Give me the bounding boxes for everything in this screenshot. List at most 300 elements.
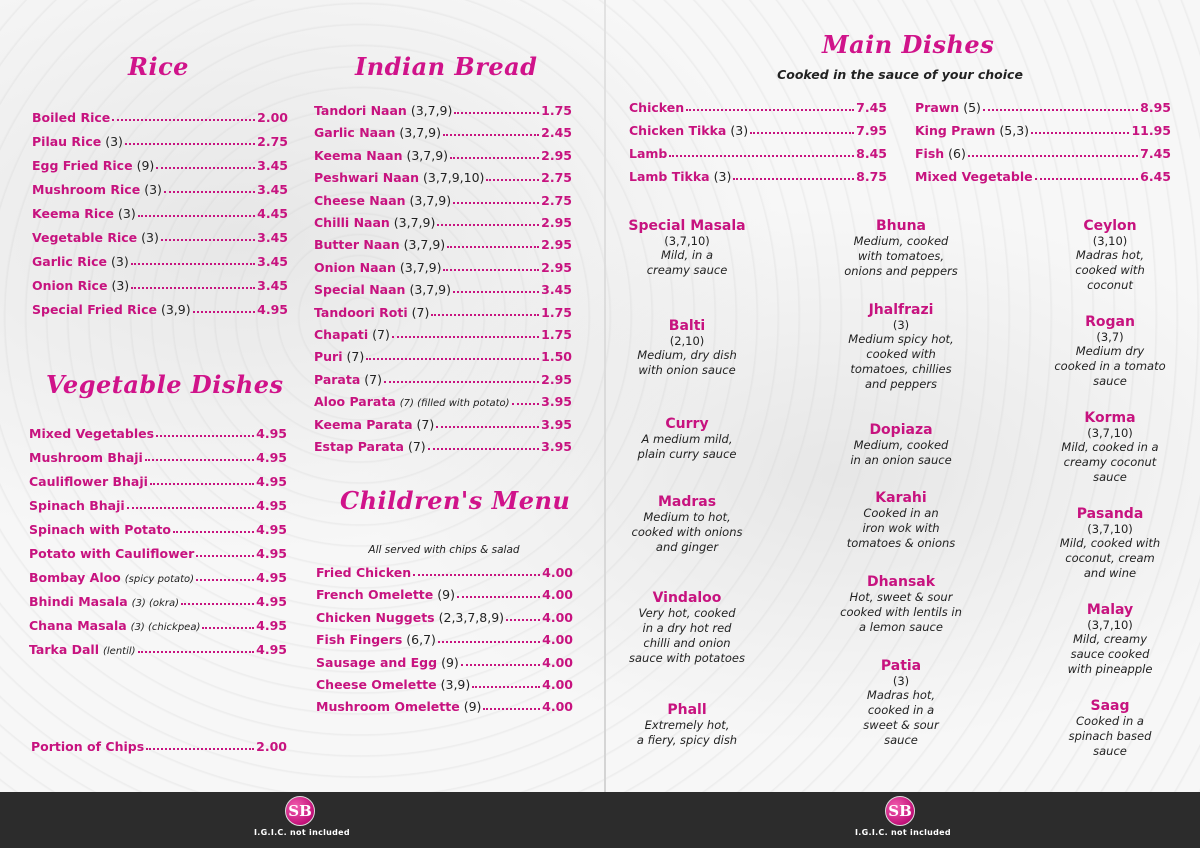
sauce-description: Mild, cooked with coconut, cream and wine (1059, 536, 1161, 580)
menu-item-name: Spinach with Potato (29, 522, 172, 537)
footer-note: I.G.I.C. not included (855, 828, 951, 837)
menu-item-name: Chicken Nuggets (316, 609, 435, 625)
vegetable-title: Vegetable Dishes (46, 370, 284, 399)
menu-item-note: (7) (407, 439, 426, 454)
menu-item-name: Mushroom Omelette (316, 699, 460, 715)
sauce-codes: (3,7) (1096, 330, 1124, 344)
menu-item-name: Puri (314, 349, 343, 365)
menu-item-name: Onion Rice (32, 278, 108, 293)
menu-item-name: Fish Fingers (316, 632, 403, 648)
menu-item-note: (3) (chickpea) (130, 622, 201, 633)
menu-item-name: Lamb (629, 146, 668, 161)
menu-item-name: Lamb Tikka (629, 169, 710, 184)
sauce-option (826, 422, 976, 468)
sb-logo-icon: SB (885, 796, 915, 826)
menu-item-name: Potato with Cauliflower (29, 546, 195, 561)
sauce-description: Medium, cooked with tomatoes, onions and peppers (844, 234, 958, 278)
menu-item-row (32, 251, 288, 269)
menu-item-price: 4.95 (256, 546, 287, 561)
sauce-name: Vindaloo (652, 590, 722, 606)
menu-item-price: 4.95 (256, 426, 287, 441)
sauce-codes: (2,10) (669, 334, 705, 348)
sauce-option (826, 218, 976, 279)
sauce-description: Madras hot, cooked in a sweet & sour sauce (863, 688, 939, 747)
sauce-description: Medium to hot, cooked with onions and ginger (631, 510, 743, 554)
sauce-name: Balti (668, 318, 706, 334)
menu-item-price: 2.95 (541, 371, 572, 387)
sauce-codes: (3,7,10) (1087, 618, 1133, 632)
menu-item-note: (5) (963, 100, 981, 115)
leader-dots (125, 143, 255, 145)
menu-item-price: 1.75 (541, 327, 572, 342)
leader-dots (733, 178, 854, 180)
leader-dots (983, 109, 1138, 111)
leader-dots (193, 311, 256, 313)
menu-item-note: (7) (416, 416, 435, 432)
menu-item-note: (3) (okra) (131, 598, 179, 609)
menu-item-price: 3.45 (257, 254, 288, 269)
sauce-option (826, 574, 976, 635)
menu-item-name: Butter Naan (314, 237, 400, 253)
sauce-name: Patia (880, 658, 922, 674)
menu-item-price: 2.95 (541, 237, 572, 253)
sauce-name: Rogan (1085, 314, 1135, 330)
sauce-description: Medium spicy hot, cooked with tomatoes, chillies and peppers (848, 332, 954, 391)
main-subtitle: Cooked in the sauce of your choice (777, 67, 1023, 82)
menu-item-name: Cauliflower Bhaji (29, 474, 148, 489)
menu-item-price: 3.45 (257, 230, 288, 245)
sauce-option (826, 302, 976, 392)
sauce-option (612, 702, 762, 748)
menu-item-price: 2.95 (541, 215, 572, 230)
sauce-codes: (3,10) (1092, 234, 1128, 248)
leader-dots (669, 155, 854, 157)
menu-item-name: Chicken (629, 100, 685, 115)
menu-item-price: 4.00 (542, 677, 573, 692)
leader-dots (486, 179, 539, 181)
menu-item-price: 4.00 (542, 654, 573, 670)
sauce-option (1035, 602, 1185, 677)
menu-item-price: 4.95 (256, 498, 287, 513)
menu-item-row (629, 143, 887, 161)
menu-item-note: (3,7,9) (403, 237, 446, 253)
leader-dots (450, 157, 539, 159)
menu-item-row (29, 495, 287, 513)
menu-item-note: (7) (filled with potato) (399, 398, 510, 410)
menu-item-row (314, 234, 572, 252)
menu-item-price: 6.45 (1140, 169, 1171, 184)
leader-dots (483, 708, 540, 710)
menu-item-row (32, 275, 288, 293)
menu-item-note: (7) (411, 304, 430, 320)
menu-item-price: 2.95 (541, 147, 572, 163)
leader-dots (750, 132, 854, 134)
menu-item-row (29, 567, 287, 585)
menu-item-row (314, 369, 572, 387)
menu-item-name: Fish (915, 146, 945, 161)
menu-item-price: 4.00 (542, 565, 573, 580)
sauce-description: Medium, cooked in an onion sauce (850, 438, 952, 467)
menu-item-note: (lentil) (103, 646, 136, 657)
menu-item-name: Bombay Aloo (29, 570, 121, 585)
menu-item-note: (3,7,9) (393, 215, 436, 230)
menu-item-note: (3,7,9) (399, 125, 441, 141)
leader-dots (443, 134, 539, 136)
menu-item-row (29, 447, 287, 465)
menu-item-row (314, 436, 572, 454)
children-subtitle: All served with chips & salad (368, 544, 520, 556)
menu-item-row (32, 203, 288, 221)
menu-item-price: 4.95 (256, 570, 287, 585)
leader-dots (512, 403, 540, 405)
menu-item-note: (3) (111, 278, 130, 293)
leader-dots (454, 112, 539, 114)
leader-dots (156, 435, 254, 437)
menu-item-note: (2,3,7,8,9) (438, 609, 505, 625)
menu-item-row (314, 145, 572, 163)
menu-item-name: Special Fried Rice (32, 302, 157, 317)
menu-item-row (314, 190, 572, 208)
bread-title: Indian Bread (355, 52, 538, 81)
menu-item-row (32, 299, 288, 317)
menu-item-note: (7) (346, 349, 365, 365)
menu-item-note: (9) (441, 654, 459, 670)
menu-item-row (314, 302, 572, 320)
menu-item-row (314, 167, 572, 185)
menu-item-row (29, 591, 287, 609)
sauce-option (1035, 218, 1185, 293)
menu-item-name: Peshwari Naan (314, 170, 419, 186)
menu-item-row (316, 629, 573, 647)
leader-dots (131, 287, 255, 289)
leader-dots (392, 336, 539, 338)
leader-dots (202, 627, 254, 629)
sauce-codes: (3) (892, 674, 910, 688)
menu-item-price: 4.00 (542, 587, 573, 603)
sauce-option (1035, 506, 1185, 581)
sauce-option (612, 416, 762, 462)
sauce-codes: (3) (892, 318, 910, 332)
menu-item-price: 4.95 (256, 450, 287, 465)
menu-item-note: (9) (437, 587, 455, 603)
menu-item-price: 4.95 (256, 642, 287, 657)
menu-item-note: (6,7) (406, 632, 436, 648)
sauce-name: Jhalfrazi (868, 302, 934, 318)
menu-item-name: Fried Chicken (316, 565, 412, 580)
menu-item-row (314, 100, 572, 118)
menu-item-price: 2.00 (257, 110, 288, 125)
sauce-description: Cooked in a spinach based sauce (1068, 714, 1152, 758)
leader-dots (127, 507, 254, 509)
menu-item-row (32, 179, 288, 197)
menu-item-row (314, 212, 572, 230)
menu-item-price: 11.95 (1131, 123, 1171, 138)
menu-item-price: 3.45 (541, 282, 572, 298)
sauce-name: Madras (657, 494, 717, 510)
menu-item-row (29, 471, 287, 489)
menu-item-name: Chapati (314, 327, 369, 342)
menu-item-name: Chilli Naan (314, 215, 390, 230)
menu-item-note: (5,3) (999, 123, 1030, 138)
menu-item-price: 4.95 (256, 594, 287, 609)
menu-item-note: (3) (118, 206, 136, 221)
sauce-option (826, 490, 976, 551)
leader-dots (1035, 178, 1139, 180)
menu-item-note: (3) (730, 123, 749, 138)
leader-dots (453, 202, 539, 204)
menu-item-name: Bhindi Masala (29, 594, 128, 609)
menu-item-name: Tandori Naan (314, 103, 407, 118)
leader-dots (196, 555, 254, 557)
menu-item-name: Keema Parata (314, 416, 413, 432)
menu-item-row (29, 639, 287, 657)
menu-item-note: (7) (364, 371, 382, 387)
menu-item-price: 7.45 (856, 100, 887, 115)
leader-dots (472, 686, 540, 688)
sb-logo-icon: SB (285, 796, 315, 826)
menu-item-row (629, 97, 887, 115)
leader-dots (138, 651, 255, 653)
menu-item-price: 1.75 (541, 103, 572, 118)
leader-dots (150, 483, 254, 485)
menu-item-price: 1.75 (541, 304, 572, 320)
menu-item-name: Boiled Rice (32, 110, 111, 125)
menu-item-note: (3) (144, 182, 162, 197)
menu-item-name: Egg Fried Rice (32, 158, 133, 173)
menu-item-price: 3.95 (541, 394, 572, 410)
sauce-name: Ceylon (1083, 218, 1137, 234)
sauce-name: Pasanda (1076, 506, 1144, 522)
sauce-name: Saag (1090, 698, 1130, 714)
menu-item-row (316, 652, 573, 670)
menu-item-row (915, 166, 1171, 184)
sauce-name: Dhansak (866, 574, 936, 590)
sauce-name: Bhuna (875, 218, 927, 234)
menu-item-name: Parata (314, 371, 361, 387)
leader-dots (173, 531, 254, 533)
leader-dots (366, 358, 539, 360)
menu-item-name: Garlic Naan (314, 125, 396, 141)
menu-item-row (314, 346, 572, 364)
leader-dots (146, 748, 254, 750)
menu-item-name: Spinach Bhaji (29, 498, 125, 513)
children-title: Children's Menu (340, 486, 571, 515)
sauce-option (1035, 314, 1185, 389)
leader-dots (428, 448, 539, 450)
menu-item-note: (3) (141, 230, 159, 245)
menu-item-note: (3,7,9) (409, 192, 452, 208)
footer-bar (0, 792, 1200, 848)
leader-dots (161, 239, 255, 241)
menu-item-name: French Omelette (316, 587, 434, 603)
menu-item-row (29, 543, 287, 561)
leader-dots (436, 426, 539, 428)
leader-dots (164, 191, 255, 193)
menu-item-price: 7.45 (1140, 146, 1171, 161)
leader-dots (1031, 132, 1129, 134)
menu-item-note: (3) (713, 169, 732, 184)
menu-item-price: 4.00 (542, 632, 573, 648)
sauce-option (826, 658, 976, 748)
menu-item-price: 2.75 (541, 170, 572, 186)
main-title: Main Dishes (822, 30, 995, 59)
menu-item-name: Tandoori Roti (314, 304, 408, 320)
menu-item-name: Mushroom Rice (32, 182, 141, 197)
leader-dots (438, 641, 540, 643)
sauce-name: Malay (1086, 602, 1134, 618)
menu-item-name: Aloo Parata (314, 394, 396, 410)
menu-item-price: 8.45 (856, 146, 887, 161)
sauce-option (612, 494, 762, 555)
menu-item-price: 2.75 (541, 192, 572, 208)
menu-item-note: (3,9) (440, 677, 471, 692)
menu-item-row (316, 696, 573, 714)
sauce-description: Medium dry cooked in a tomato sauce (1054, 344, 1166, 388)
menu-item-row (32, 155, 288, 173)
menu-item-row (314, 257, 572, 275)
menu-item-price: 8.95 (1140, 100, 1171, 115)
menu-item-note: (3,7,9) (399, 259, 442, 275)
sauce-name: Korma (1084, 410, 1136, 426)
menu-item-price: 4.95 (256, 618, 287, 633)
sauce-name: Karahi (875, 490, 927, 506)
menu-item-name: Prawn (915, 100, 960, 115)
menu-item-price: 3.45 (257, 158, 288, 173)
sauce-description: Very hot, cooked in a dry hot red chilli and onion sauce with potatoes (629, 606, 745, 665)
menu-item-name: Pilau Rice (32, 134, 102, 149)
menu-item-price: 4.45 (257, 206, 288, 221)
menu-item-price: 2.45 (541, 125, 572, 141)
leader-dots (461, 664, 540, 666)
menu-item-row (316, 562, 573, 580)
menu-item-note: (3,7,9,10) (423, 170, 485, 186)
menu-item-name: Cheese Naan (314, 192, 406, 208)
menu-item-price: 4.95 (256, 474, 287, 489)
menu-item-note: (6) (948, 146, 966, 161)
footer-note: I.G.I.C. not included (254, 828, 350, 837)
menu-item-price: 7.95 (856, 123, 887, 138)
menu-item-name: Vegetable Rice (32, 230, 138, 245)
menu-item-row (314, 414, 572, 432)
leader-dots (413, 574, 540, 576)
menu-item-name: Sausage and Egg (316, 654, 438, 670)
sauce-description: Madras hot, cooked with coconut (1075, 248, 1145, 292)
menu-item-row (314, 122, 572, 140)
sauce-option (1035, 698, 1185, 759)
menu-item-name: Chicken Tikka (629, 123, 727, 138)
menu-item-row (29, 519, 287, 537)
menu-item-row (314, 391, 572, 409)
menu-item-name: Keema Naan (314, 147, 403, 163)
menu-item-name: Mixed Vegetable (915, 169, 1033, 184)
menu-item-row (314, 279, 572, 297)
leader-dots (145, 459, 254, 461)
menu-item-row (629, 120, 887, 138)
sauce-description: Hot, sweet & sour cooked with lentils in a lemon sauce (840, 590, 962, 634)
menu-item-row (915, 143, 1171, 161)
sauce-name: Dopiaza (869, 422, 933, 438)
menu-item-note: (spicy potato) (124, 574, 195, 585)
sauce-codes: (3,7,10) (664, 234, 710, 248)
leader-dots (506, 619, 540, 621)
menu-item-row (314, 324, 572, 342)
menu-item-name: Chana Masala (29, 618, 127, 633)
sauce-option (612, 218, 762, 278)
menu-item-row (29, 423, 287, 441)
menu-item-price: 3.45 (257, 278, 288, 293)
menu-item-name: King Prawn (915, 123, 996, 138)
menu-item-note: (3,9) (160, 302, 191, 317)
menu-item-price: 4.00 (542, 699, 573, 715)
menu-item-note: (3) (111, 254, 129, 269)
menu-item-note: (3,7,9) (406, 147, 449, 163)
leader-dots (686, 109, 854, 111)
menu-item-price: 8.75 (856, 169, 887, 184)
menu-item-row (915, 97, 1171, 115)
sauce-name: Phall (667, 702, 707, 718)
leader-dots (437, 224, 539, 226)
sauce-description: Medium, dry dish with onion sauce (637, 348, 737, 377)
sauce-description: A medium mild, plain curry sauce (637, 432, 737, 461)
menu-item-note: (7) (372, 327, 390, 342)
sauce-codes: (3,7,10) (1087, 426, 1133, 440)
menu-item-note: (3,7,9) (410, 103, 453, 118)
menu-item-price: 4.95 (256, 522, 287, 537)
sauce-description: Extremely hot, a fiery, spicy dish (636, 718, 738, 747)
menu-item-price: 2.75 (257, 134, 288, 149)
sauce-option (612, 590, 762, 666)
menu-item-price: 3.95 (541, 416, 572, 432)
sauce-option (612, 318, 762, 378)
menu-item-note: (3,7,9) (409, 282, 451, 298)
menu-item-row (316, 584, 573, 602)
leader-dots (447, 246, 539, 248)
sauce-description: Cooked in an iron wok with tomatoes & onions (846, 506, 956, 550)
leader-dots (443, 269, 539, 271)
sauce-description: Mild, cooked in a creamy coconut sauce (1061, 440, 1159, 484)
menu-item-name: Keema Rice (32, 206, 115, 221)
menu-item-row (32, 107, 288, 125)
leader-dots (196, 579, 254, 581)
leader-dots (453, 291, 539, 293)
menu-item-row (316, 674, 573, 692)
sauce-codes: (3,7,10) (1087, 522, 1133, 536)
sauce-name: Curry (665, 416, 709, 432)
menu-item-name: Portion of Chips (31, 739, 145, 754)
leader-dots (431, 314, 539, 316)
menu-item-row (29, 615, 287, 633)
menu-item-row (31, 736, 287, 754)
rice-title: Rice (128, 52, 189, 81)
menu-item-row (32, 131, 288, 149)
sauce-option (1035, 410, 1185, 485)
leader-dots (968, 155, 1138, 157)
menu-item-name: Mixed Vegetables (29, 426, 155, 441)
leader-dots (181, 603, 254, 605)
menu-item-note: (3) (105, 134, 123, 149)
leader-dots (131, 263, 255, 265)
leader-dots (156, 167, 255, 169)
sauce-description: Mild, in a creamy sauce (646, 248, 728, 277)
leader-dots (457, 596, 540, 598)
menu-item-note: (9) (463, 699, 482, 715)
menu-item-price: 4.95 (257, 302, 288, 317)
menu-item-note: (9) (136, 158, 155, 173)
sauce-description: Mild, creamy sauce cooked with pineapple (1067, 632, 1153, 676)
leader-dots (112, 119, 255, 121)
menu-item-name: Tarka Dall (29, 642, 99, 657)
sauce-name: Special Masala (628, 218, 746, 234)
